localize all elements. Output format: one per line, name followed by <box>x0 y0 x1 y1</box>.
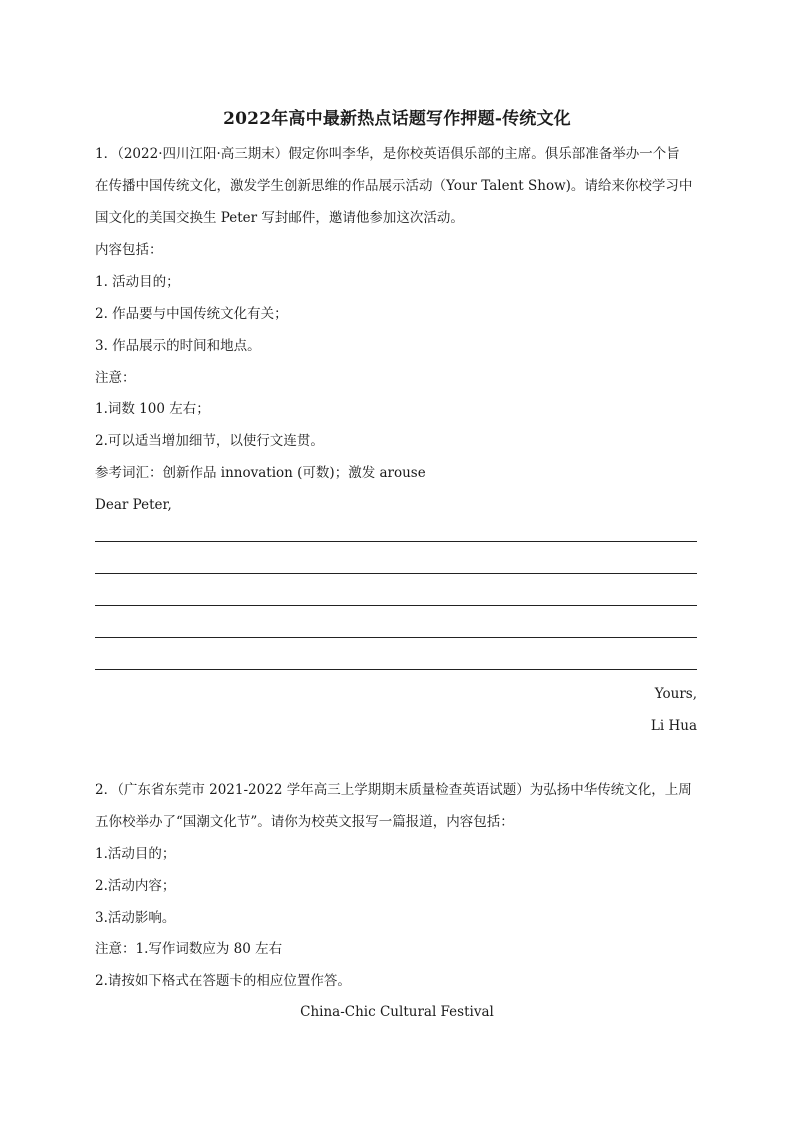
signature: Li Hua <box>650 718 697 734</box>
salutation: Dear Peter, <box>95 497 172 513</box>
writing-line <box>95 669 697 670</box>
q1-line: 3. 作品展示的时间和地点。 <box>95 338 261 354</box>
q1-line: 国文化的美国交换生 Peter 写封邮件，邀请他参加这次活动。 <box>95 210 464 226</box>
q2-line: 1.活动目的； <box>95 846 176 862</box>
q2-line: 3.活动影响。 <box>95 910 176 926</box>
q1-line: 2.可以适当增加细节，以使行文连贯。 <box>95 433 324 449</box>
q2-line: 2.请按如下格式在答题卡的相应位置作答。 <box>95 973 351 989</box>
q1-line: 1.词数 100 左右； <box>95 401 210 417</box>
q1-line: 1．（2022·四川江阳·高三期末）假定你叫李华，是你校英语俱乐部的主席。俱乐部准备举办一个旨 <box>95 146 680 162</box>
q1-line: 内容包括： <box>95 242 163 258</box>
writing-line <box>95 605 697 606</box>
writing-line <box>95 573 697 574</box>
page-title: 2022年高中最新热点话题写作押题-传统文化 <box>223 109 571 129</box>
q1-line: 2. 作品要与中国传统文化有关； <box>95 306 288 322</box>
writing-line <box>95 637 697 638</box>
closing: Yours, <box>654 686 697 702</box>
q2-line: 注意：1.写作词数应为 80 左右 <box>95 941 283 957</box>
q2-line: 2．（广东省东莞市 2021-2022 学年高三上学期期末质量检查英语试题）为弘扬中华传统文化，上周 <box>95 782 692 798</box>
q1-line: 参考词汇：创新作品 innovation (可数)；激发 arouse <box>95 465 426 481</box>
q2-line: 2.活动内容； <box>95 878 176 894</box>
report-title: China-Chic Cultural Festival <box>300 1004 494 1020</box>
q1-line: 注意： <box>95 370 136 386</box>
q1-line: 1. 活动目的； <box>95 274 180 290</box>
writing-line <box>95 541 697 542</box>
q1-line: 在传播中国传统文化，激发学生创新思维的作品展示活动（Your Talent Show)。请给来你校学习中 <box>95 178 693 194</box>
q2-line: 五你校举办了“国潮文化节”。请你为校英文报写一篇报道，内容包括： <box>95 814 514 830</box>
